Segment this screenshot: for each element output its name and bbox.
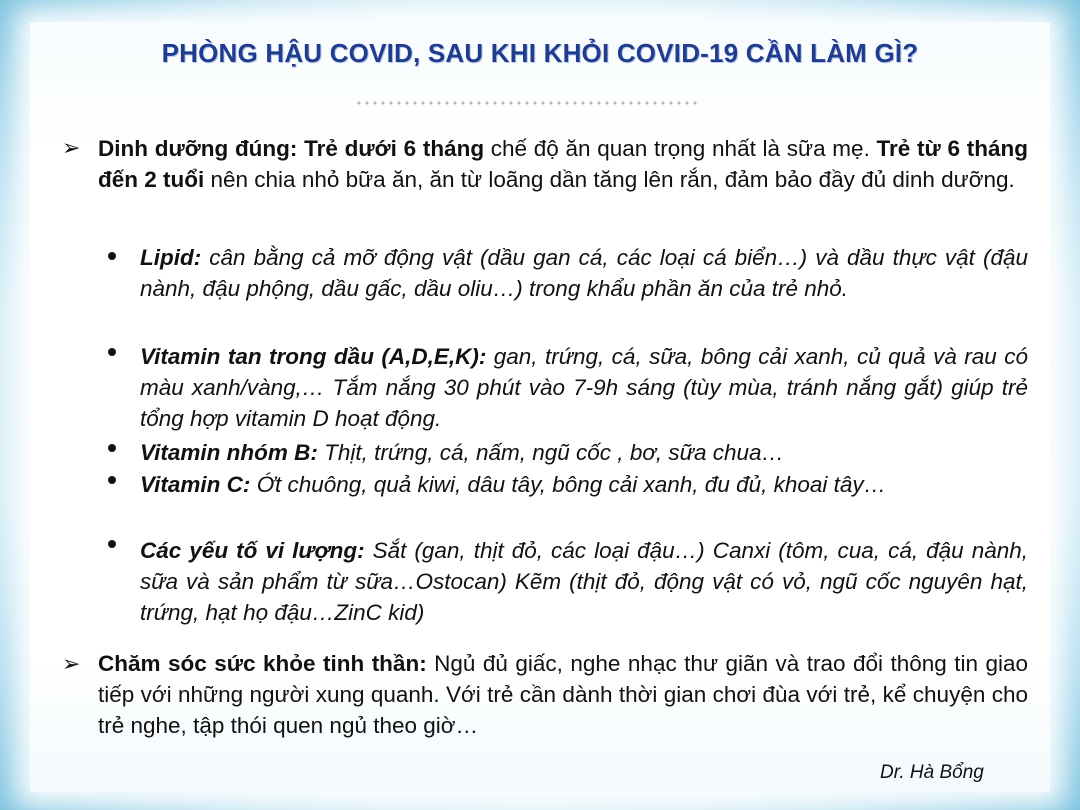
bullet-label: Lipid: — [140, 245, 202, 270]
bullet-text: cân bằng cả mỡ động vật (dầu gan cá, các loại cá biển…) và dầu thực vật (đậu nành, đậu phộng, dầu gấc, dầu oliu…) trong khẩu phần ăn của trẻ nhỏ. — [140, 245, 1028, 301]
toddler-text: nên chia nhỏ bữa ăn, ăn từ loãng dần tăng lên rắn, đảm bảo đầy đủ dinh dưỡng. — [204, 167, 1015, 192]
bullet-dot-icon — [108, 540, 116, 548]
bullet-label: Vitamin tan trong dầu (A,D,E,K): — [140, 344, 487, 369]
mental-health-paragraph — [98, 648, 1028, 741]
bullet-dot-icon — [108, 252, 116, 260]
bullet-dot-icon — [108, 348, 116, 356]
arrow-bullet-icon: ➢ — [62, 136, 81, 161]
author-signature: Dr. Hà Bổng — [880, 762, 984, 783]
infant-6-to-24-months: Trẻ từ 6 tháng đến 2 tuổi — [98, 136, 1029, 192]
arrow-bullet-icon: ➢ — [62, 652, 81, 677]
bullet-text: Ớt chuông, quả kiwi, dâu tây, bông cải xanh, đu đủ, khoai tây… — [250, 472, 887, 497]
bullet-label: Các yếu tố vi lượng: — [140, 538, 365, 563]
bullet-dot-icon — [108, 444, 116, 452]
bullet-text: Sắt (gan, thịt đỏ, các loại đậu…) Canxi (tôm, cua, cá, đậu nành, sữa và sản phẩm từ sữa…Ostocan) Kẽm (thịt đỏ, động vật có vỏ, ngũ cốc nguyên hạt, trứng, hạt họ đậu…ZinC kid) — [140, 538, 1028, 625]
bullet-label: Vitamin C: — [140, 472, 251, 497]
list-item — [140, 242, 1028, 304]
bullet-dot-icon — [108, 476, 116, 484]
list-item — [140, 437, 1028, 468]
bullet-text: Thịt, trứng, cá, nấm, ngũ cốc , bơ, sữa chua… — [317, 440, 784, 465]
mental-health-heading: Chăm sóc sức khỏe tinh thần: — [98, 651, 427, 676]
dotted-divider — [355, 100, 700, 106]
bullet-label: Vitamin nhóm B: — [140, 440, 318, 465]
list-item — [140, 535, 1028, 628]
mental-health-text: Ngủ đủ giấc, nghe nhạc thư giãn và trao đổi thông tin giao tiếp với những người xung quanh. Với trẻ cần dành thời gian chơi đùa với trẻ, kể chuyện cho trẻ nghe, tập thói quen ngủ theo giờ… — [98, 651, 1028, 738]
list-item — [140, 341, 1028, 434]
poster-title: PHÒNG HẬU COVID, SAU KHI KHỎI COVID-19 CẦN LÀM GÌ? — [161, 38, 919, 68]
nutrition-paragraph — [98, 133, 1028, 195]
infant-under-6-months: Trẻ dưới 6 tháng — [304, 136, 485, 161]
nutrition-heading: Dinh dưỡng đúng: — [98, 136, 305, 161]
list-item — [140, 469, 1028, 500]
infant-text: chế độ ăn quan trọng nhất là sữa mẹ. — [484, 136, 877, 161]
bullet-text: gan, trứng, cá, sữa, bông cải xanh, củ quả và rau có màu xanh/vàng,… Tắm nắng 30 phút vào 7-9h sáng (tùy mùa, tránh nắng gắt) giúp trẻ tổng hợp vitamin D hoạt động. — [140, 344, 1028, 431]
